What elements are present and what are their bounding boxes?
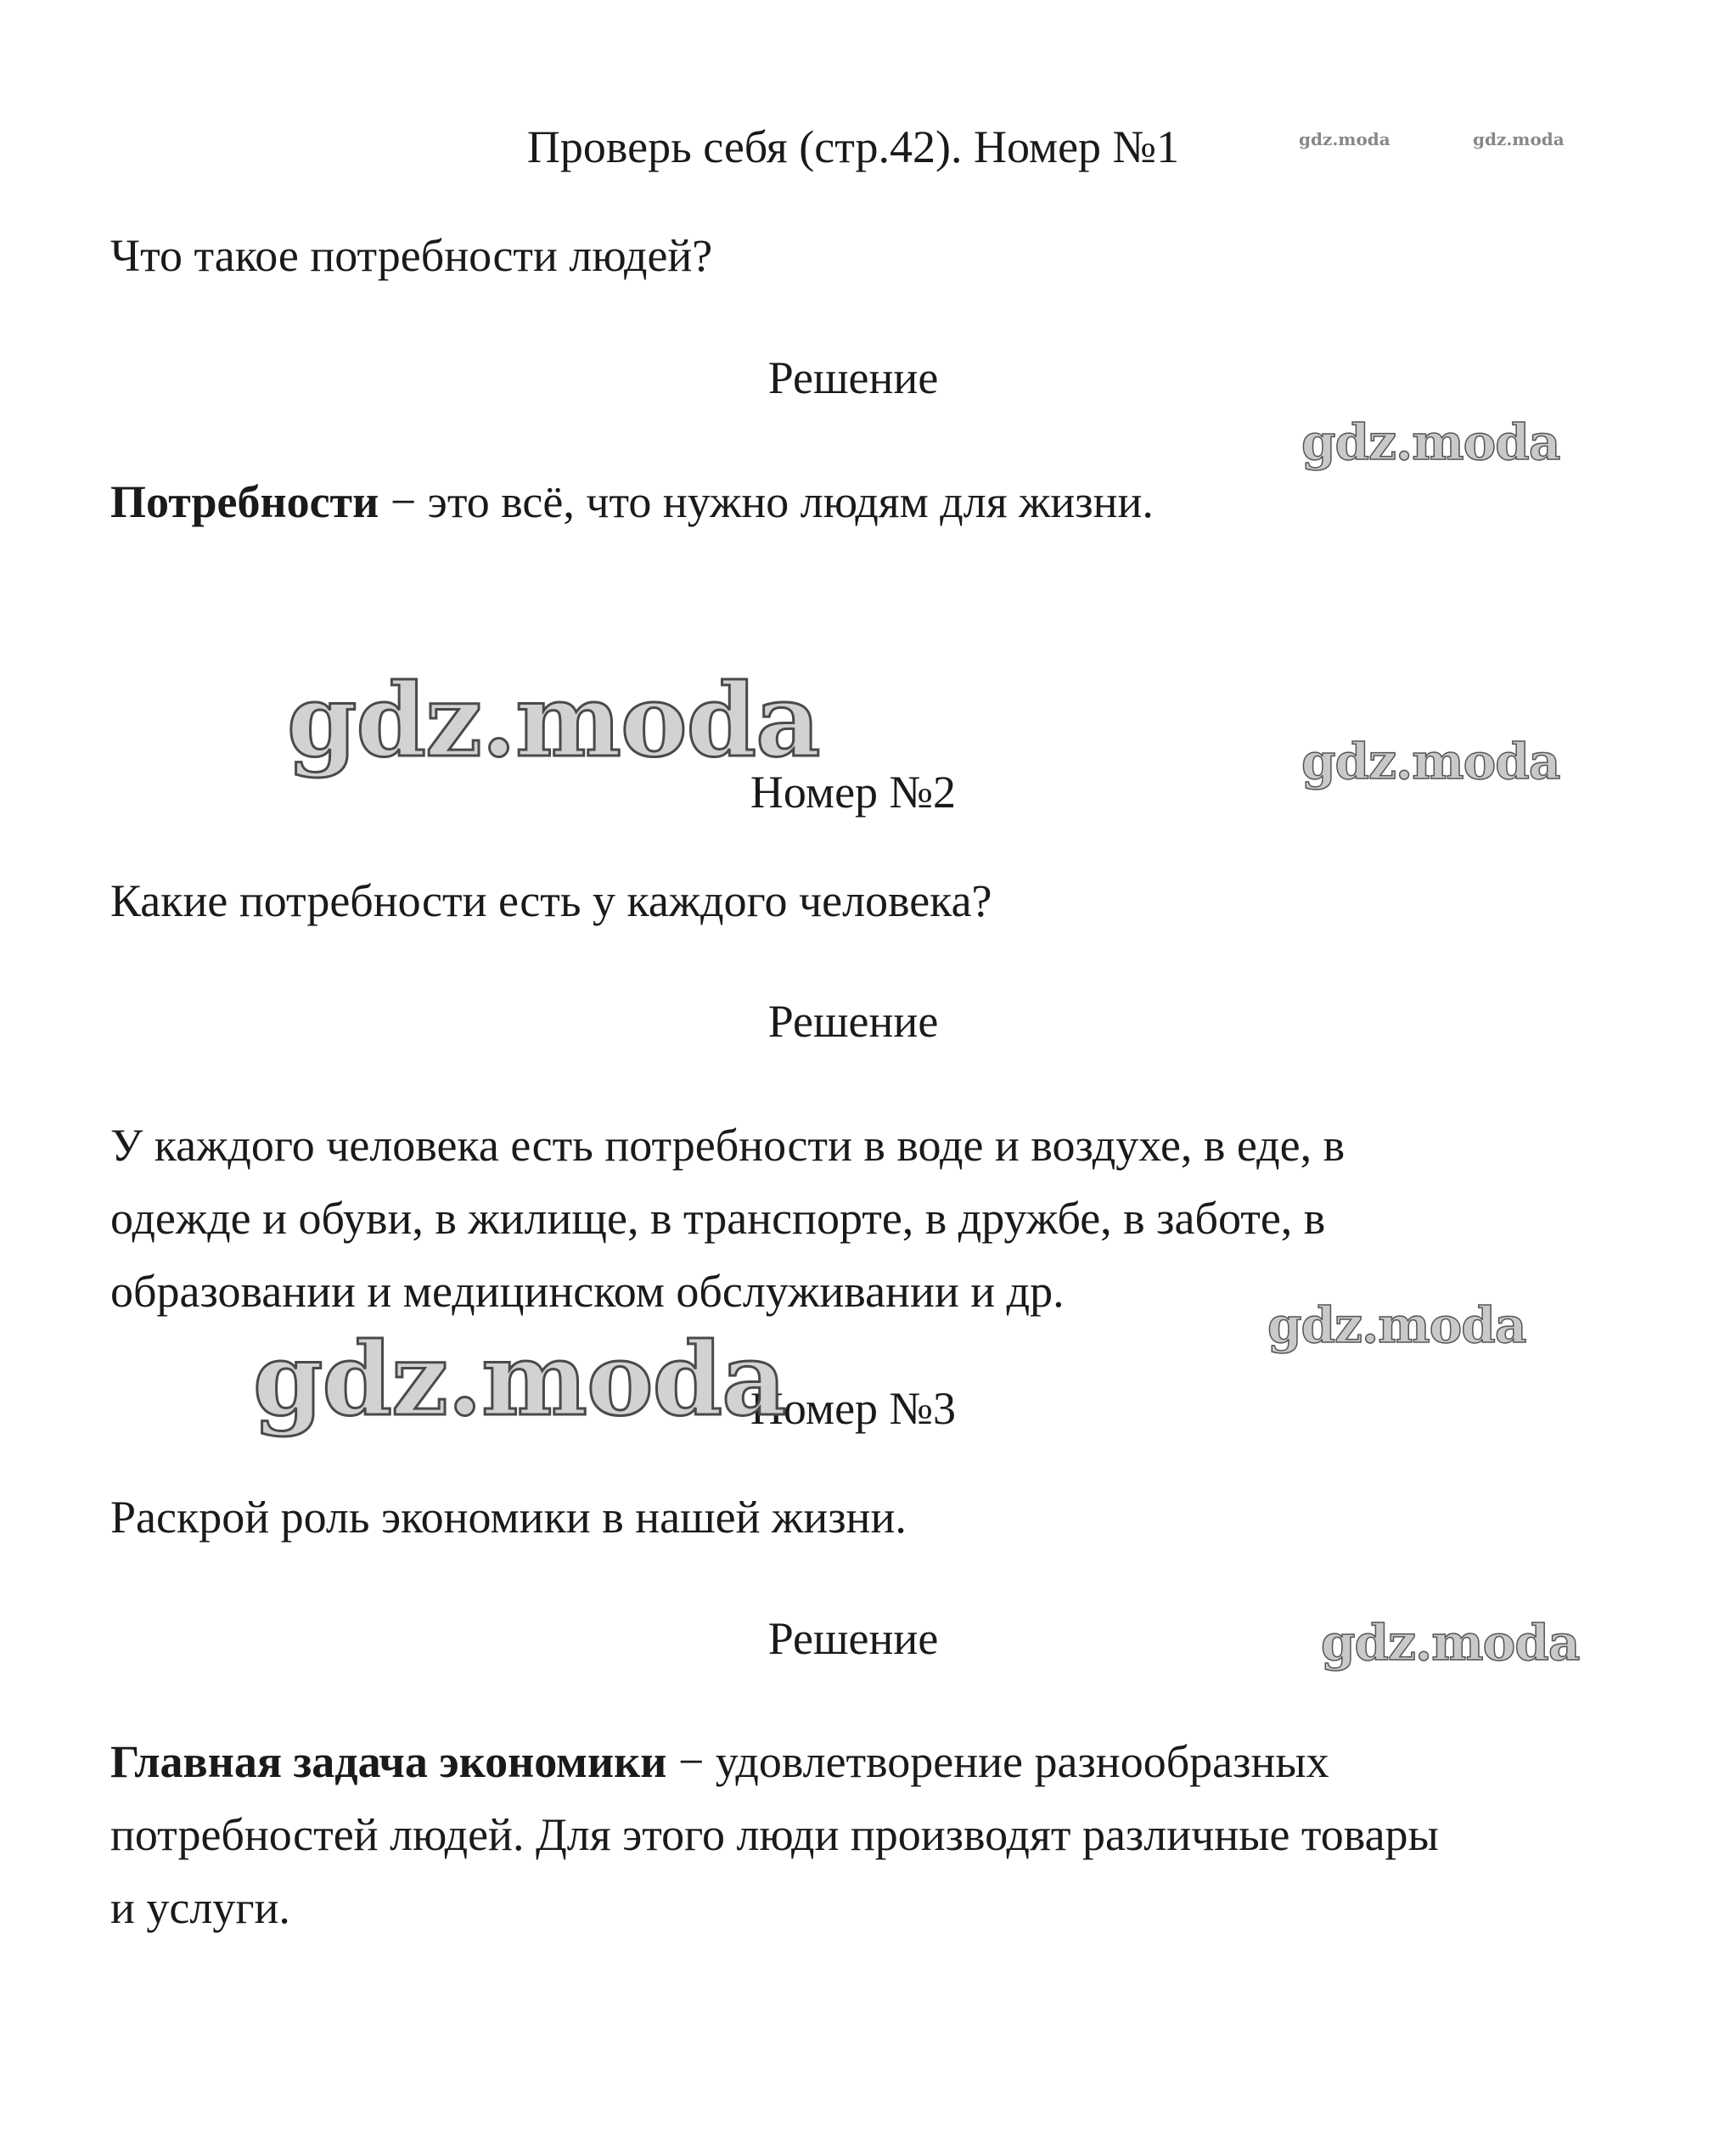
section2-heading: Номер №2 bbox=[750, 767, 957, 818]
section3-answer-line: и услуги. bbox=[110, 1882, 290, 1933]
section3-solution-label: Решение bbox=[767, 1613, 939, 1664]
watermark-logo: gdz.moda bbox=[1473, 129, 1565, 149]
section3-answer-term: Главная задача экономики bbox=[110, 1736, 667, 1787]
watermark-logo: gdz.moda bbox=[253, 1320, 786, 1438]
section2-solution-label: Решение bbox=[767, 996, 939, 1047]
watermark-logo: gdz.moda bbox=[1299, 129, 1390, 149]
section1-answer-term: Потребности bbox=[110, 476, 379, 527]
section3-question: Раскрой роль экономики в нашей жизни. bbox=[110, 1492, 907, 1543]
section3-answer-line bbox=[110, 1725, 1329, 1798]
section1-solution-label: Решение bbox=[767, 352, 939, 403]
section1-answer-text: − это всё, что нужно людям для жизни. bbox=[379, 476, 1154, 527]
watermark-logo: gdz.moda bbox=[287, 661, 820, 779]
section1-question: Что такое потребности людей? bbox=[110, 230, 713, 281]
section3-heading: Номер №3 bbox=[750, 1383, 957, 1434]
watermark-logo: gdz.moda bbox=[1301, 733, 1560, 790]
section3-answer-text: − удовлетворение разнообразных bbox=[666, 1736, 1329, 1787]
section2-answer-line: У каждого человека есть потребности в воде и воздухе, в еде, в bbox=[110, 1120, 1346, 1171]
section1-answer bbox=[110, 465, 1154, 538]
watermark-logo: gdz.moda bbox=[1301, 413, 1560, 471]
section2-answer-line: образовании и медицинском обслуживании и др. bbox=[110, 1266, 1065, 1317]
section2-answer-line: одежде и обуви, в жилище, в транспорте, в дружбе, в заботе, в bbox=[110, 1193, 1326, 1244]
watermark-logo: gdz.moda bbox=[1321, 1614, 1580, 1672]
section1-heading: Проверь себя (стр.42). Номер №1 bbox=[526, 121, 1180, 172]
section3-answer-line: потребностей людей. Для этого люди производят различные товары bbox=[110, 1809, 1439, 1860]
section2-question: Какие потребности есть у каждого человека? bbox=[110, 875, 992, 926]
watermark-logo: gdz.moda bbox=[1267, 1296, 1526, 1354]
